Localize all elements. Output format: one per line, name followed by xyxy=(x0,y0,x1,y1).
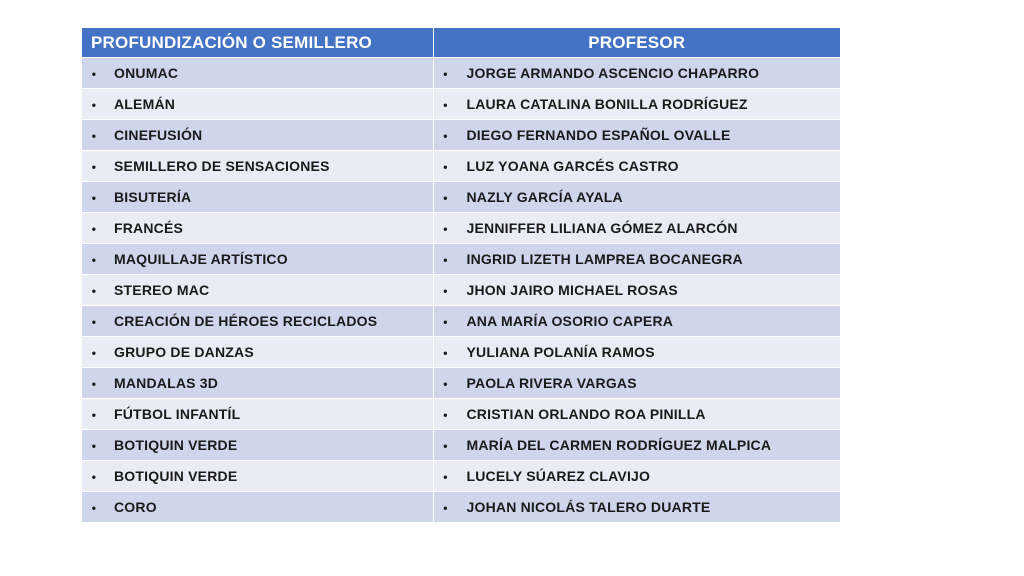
teacher-cell xyxy=(433,306,840,337)
course-name: ALEMÁN xyxy=(114,96,176,112)
bullet-icon: • xyxy=(443,160,448,174)
teacher-name: INGRID LIZETH LAMPREA BOCANEGRA xyxy=(466,251,743,267)
teacher-cell xyxy=(433,89,840,120)
teacher-cell xyxy=(433,213,840,244)
bullet-icon: • xyxy=(91,129,97,143)
table-row xyxy=(82,461,840,492)
bullet-icon: • xyxy=(91,191,97,205)
course-cell xyxy=(82,337,433,368)
table-row xyxy=(82,430,840,461)
header-course: PROFUNDIZACIÓN O SEMILLERO xyxy=(82,28,433,58)
bullet-icon: • xyxy=(443,222,448,236)
course-cell xyxy=(82,461,433,492)
table-header-row xyxy=(82,28,840,58)
table-row xyxy=(82,58,840,89)
course-cell xyxy=(82,182,433,213)
table-row xyxy=(82,213,840,244)
table-body xyxy=(82,58,840,523)
table-row xyxy=(82,120,840,151)
course-cell xyxy=(82,151,433,182)
teacher-cell xyxy=(433,120,840,151)
course-name: FÚTBOL INFANTÍL xyxy=(114,406,241,422)
teacher-name: JHON JAIRO MICHAEL ROSAS xyxy=(466,282,678,298)
bullet-icon: • xyxy=(91,160,97,174)
table-row xyxy=(82,244,840,275)
bullet-icon: • xyxy=(91,408,97,422)
bullet-icon: • xyxy=(91,222,97,236)
teacher-name: JENNIFFER LILIANA GÓMEZ ALARCÓN xyxy=(466,220,738,236)
course-name: ONUMAC xyxy=(114,65,179,81)
course-name: MAQUILLAJE ARTÍSTICO xyxy=(114,251,288,267)
bullet-icon: • xyxy=(443,129,448,143)
bullet-icon: • xyxy=(443,439,448,453)
course-name: BOTIQUIN VERDE xyxy=(114,437,238,453)
teacher-name: DIEGO FERNANDO ESPAÑOL OVALLE xyxy=(466,127,731,143)
course-name: FRANCÉS xyxy=(114,220,184,236)
course-name: BISUTERÍA xyxy=(114,189,192,205)
bullet-icon: • xyxy=(91,67,97,81)
course-name: MANDALAS 3D xyxy=(114,375,219,391)
teacher-cell xyxy=(433,275,840,306)
bullet-icon: • xyxy=(443,377,448,391)
bullet-icon: • xyxy=(91,439,97,453)
bullet-icon: • xyxy=(443,408,448,422)
teacher-name: JOHAN NICOLÁS TALERO DUARTE xyxy=(466,499,711,515)
table-row xyxy=(82,306,840,337)
course-cell xyxy=(82,213,433,244)
table-row xyxy=(82,89,840,120)
teacher-cell xyxy=(433,399,840,430)
teacher-cell xyxy=(433,461,840,492)
teacher-name: LAURA CATALINA BONILLA RODRÍGUEZ xyxy=(466,96,748,112)
course-cell xyxy=(82,430,433,461)
course-cell xyxy=(82,120,433,151)
teacher-cell xyxy=(433,244,840,275)
course-name: CREACIÓN DE HÉROES RECICLADOS xyxy=(114,313,378,329)
course-name: CINEFUSIÓN xyxy=(114,127,203,143)
teacher-cell xyxy=(433,151,840,182)
bullet-icon: • xyxy=(443,191,448,205)
teacher-name: MARÍA DEL CARMEN RODRÍGUEZ MALPICA xyxy=(466,437,772,453)
bullet-icon: • xyxy=(443,346,448,360)
bullet-icon: • xyxy=(91,470,97,484)
course-name: GRUPO DE DANZAS xyxy=(114,344,254,360)
table-row xyxy=(82,492,840,523)
bullet-icon: • xyxy=(443,501,448,515)
bullet-icon: • xyxy=(91,253,97,267)
bullet-icon: • xyxy=(91,315,97,329)
course-cell xyxy=(82,58,433,89)
teacher-name: CRISTIAN ORLANDO ROA PINILLA xyxy=(466,406,706,422)
bullet-icon: • xyxy=(443,284,448,298)
teacher-name: LUZ YOANA GARCÉS CASTRO xyxy=(466,158,679,174)
course-name: STEREO MAC xyxy=(114,282,210,298)
teacher-name: PAOLA RIVERA VARGAS xyxy=(466,375,637,391)
bullet-icon: • xyxy=(443,315,448,329)
bullet-icon: • xyxy=(91,501,97,515)
header-teacher: PROFESOR xyxy=(433,28,840,58)
bullet-icon: • xyxy=(91,284,97,298)
course-name: SEMILLERO DE SENSACIONES xyxy=(114,158,330,174)
table-row xyxy=(82,275,840,306)
teacher-cell xyxy=(433,368,840,399)
course-cell xyxy=(82,399,433,430)
course-cell xyxy=(82,275,433,306)
teacher-cell xyxy=(433,182,840,213)
course-cell xyxy=(82,492,433,523)
table-row xyxy=(82,399,840,430)
teacher-name: NAZLY GARCÍA AYALA xyxy=(466,189,623,205)
course-cell xyxy=(82,368,433,399)
bullet-icon: • xyxy=(443,470,448,484)
teacher-cell xyxy=(433,337,840,368)
course-name: BOTIQUIN VERDE xyxy=(114,468,238,484)
teacher-cell xyxy=(433,430,840,461)
bullet-icon: • xyxy=(91,346,97,360)
bullet-icon: • xyxy=(443,253,448,267)
bullet-icon: • xyxy=(443,67,448,81)
bullet-icon: • xyxy=(91,377,97,391)
teacher-cell xyxy=(433,492,840,523)
courses-table xyxy=(82,28,840,522)
course-cell xyxy=(82,244,433,275)
course-cell xyxy=(82,89,433,120)
course-cell xyxy=(82,306,433,337)
table-row xyxy=(82,151,840,182)
teacher-name: JORGE ARMANDO ASCENCIO CHAPARRO xyxy=(466,65,760,81)
table-row xyxy=(82,337,840,368)
teacher-name: ANA MARÍA OSORIO CAPERA xyxy=(466,313,674,329)
table-row xyxy=(82,368,840,399)
bullet-icon: • xyxy=(443,98,448,112)
teacher-name: LUCELY SÚAREZ CLAVIJO xyxy=(466,468,651,484)
bullet-icon: • xyxy=(91,98,97,112)
teacher-name: YULIANA POLANÍA RAMOS xyxy=(466,344,655,360)
teacher-cell xyxy=(433,58,840,89)
table-row xyxy=(82,182,840,213)
course-name: CORO xyxy=(114,499,157,515)
